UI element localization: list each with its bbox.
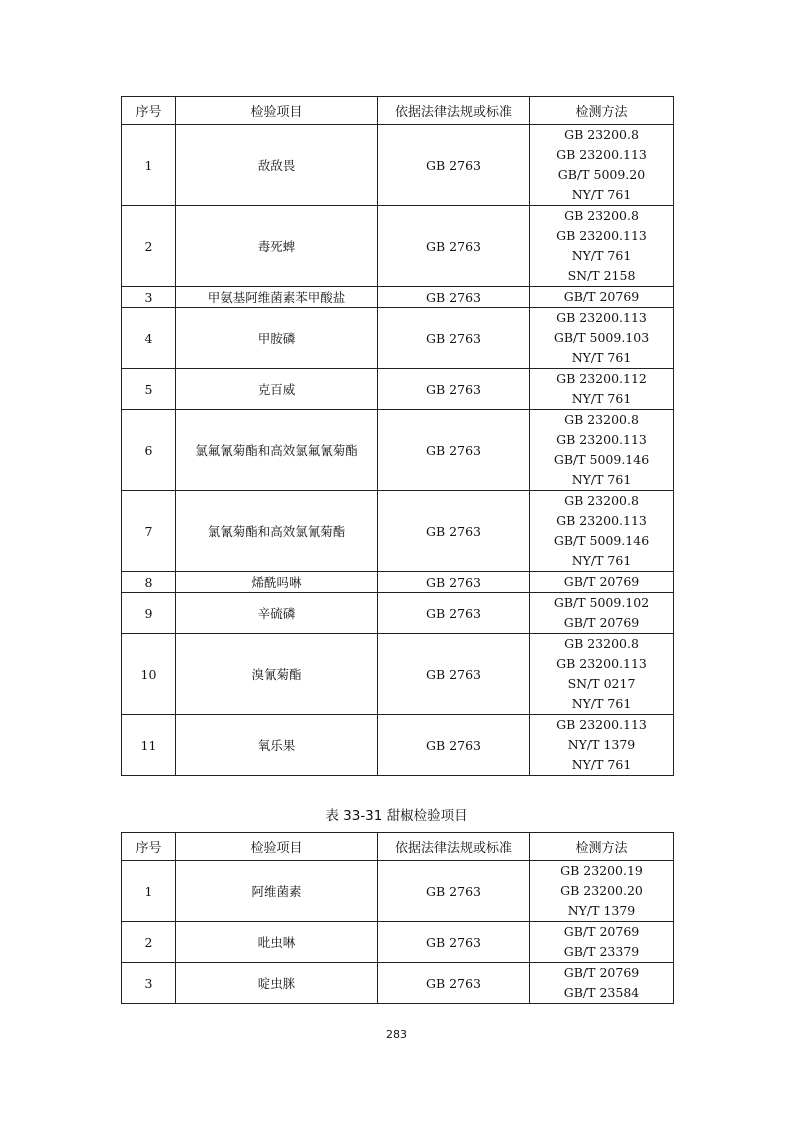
test-method: GB/T 5009.146 (553, 452, 650, 467)
legal-standard: GB 2763 (378, 491, 530, 572)
test-method: GB 23200.20 (560, 883, 643, 898)
header-method: 检测方法 (530, 833, 674, 861)
test-methods (530, 861, 674, 922)
test-method: GB/T 20769 (563, 965, 640, 980)
row-number: 3 (122, 287, 176, 308)
test-method: GB/T 5009.20 (557, 167, 646, 182)
test-methods (530, 287, 674, 308)
test-method: GB 23200.113 (556, 147, 647, 162)
legal-standard: GB 2763 (378, 634, 530, 715)
inspection-item: 吡虫啉 (176, 922, 378, 963)
inspection-item: 克百威 (176, 369, 378, 410)
legal-standard: GB 2763 (378, 206, 530, 287)
table-body (122, 861, 674, 1004)
table-row (122, 287, 674, 308)
inspection-item: 氧乐果 (176, 715, 378, 776)
test-method: GB/T 5009.146 (553, 533, 650, 548)
legal-standard: GB 2763 (378, 369, 530, 410)
test-method: GB 23200.8 (564, 412, 639, 427)
test-method: SN/T 0217 (567, 676, 636, 691)
test-methods (530, 572, 674, 593)
table-body (122, 125, 674, 776)
test-method: GB/T 23584 (563, 985, 640, 1000)
row-number: 11 (122, 715, 176, 776)
table-header-row (122, 97, 674, 125)
test-method: NY/T 761 (571, 391, 632, 406)
inspection-item: 辛硫磷 (176, 593, 378, 634)
test-method: GB 23200.113 (556, 513, 647, 528)
test-methods (530, 491, 674, 572)
test-method: GB/T 20769 (563, 289, 640, 304)
test-method: GB/T 5009.102 (553, 595, 650, 610)
test-methods (530, 593, 674, 634)
table-row (122, 125, 674, 206)
row-number: 10 (122, 634, 176, 715)
table-row (122, 634, 674, 715)
inspection-item: 甲氨基阿维菌素苯甲酸盐 (176, 287, 378, 308)
test-method: GB/T 20769 (563, 615, 640, 630)
table-caption: 表 33-31 甜椒检验项目 (325, 808, 468, 824)
row-number: 1 (122, 125, 176, 206)
test-methods (530, 715, 674, 776)
test-method: GB 23200.8 (564, 127, 639, 142)
table-row (122, 572, 674, 593)
inspection-table-continued (121, 96, 674, 776)
table-row (122, 922, 674, 963)
row-number: 8 (122, 572, 176, 593)
test-method: NY/T 761 (571, 472, 632, 487)
test-method: NY/T 761 (571, 187, 632, 202)
legal-standard: GB 2763 (378, 715, 530, 776)
test-method: NY/T 761 (571, 757, 632, 772)
inspection-item: 阿维菌素 (176, 861, 378, 922)
page-number: 283 (386, 1028, 407, 1041)
table-row (122, 715, 674, 776)
row-number: 5 (122, 369, 176, 410)
legal-standard: GB 2763 (378, 410, 530, 491)
legal-standard: GB 2763 (378, 963, 530, 1004)
table-row (122, 369, 674, 410)
test-method: NY/T 1379 (567, 903, 636, 918)
legal-standard: GB 2763 (378, 125, 530, 206)
test-methods (530, 206, 674, 287)
test-method: GB 23200.113 (556, 228, 647, 243)
row-number: 2 (122, 206, 176, 287)
test-methods (530, 963, 674, 1004)
test-methods (530, 125, 674, 206)
test-method: GB/T 20769 (563, 574, 640, 589)
test-method: GB 23200.8 (564, 493, 639, 508)
test-method: GB/T 20769 (563, 924, 640, 939)
legal-standard: GB 2763 (378, 308, 530, 369)
test-methods (530, 308, 674, 369)
header-standard: 依据法律法规或标准 (378, 833, 530, 861)
test-methods (530, 634, 674, 715)
row-number: 6 (122, 410, 176, 491)
table-row (122, 410, 674, 491)
row-number: 2 (122, 922, 176, 963)
legal-standard: GB 2763 (378, 922, 530, 963)
row-number: 1 (122, 861, 176, 922)
test-methods (530, 922, 674, 963)
test-methods (530, 410, 674, 491)
inspection-item: 烯酰吗啉 (176, 572, 378, 593)
test-method: GB 23200.19 (560, 863, 643, 878)
header-method: 检测方法 (530, 97, 674, 125)
test-method: GB 23200.113 (556, 310, 647, 325)
test-method: GB 23200.112 (556, 371, 647, 386)
table-row (122, 861, 674, 922)
test-methods (530, 369, 674, 410)
test-method: GB 23200.113 (556, 656, 647, 671)
test-method: NY/T 761 (571, 696, 632, 711)
table-row (122, 491, 674, 572)
test-method: GB 23200.8 (564, 208, 639, 223)
test-method: SN/T 2158 (567, 268, 636, 283)
row-number: 4 (122, 308, 176, 369)
legal-standard: GB 2763 (378, 593, 530, 634)
inspection-item: 甲胺磷 (176, 308, 378, 369)
inspection-item: 氯氰菊酯和高效氯氰菊酯 (176, 491, 378, 572)
table-header-row (122, 833, 674, 861)
test-method: GB/T 5009.103 (553, 330, 650, 345)
table-row (122, 593, 674, 634)
table-row (122, 206, 674, 287)
header-no: 序号 (122, 833, 176, 861)
test-method: NY/T 761 (571, 553, 632, 568)
table-row (122, 308, 674, 369)
test-method: NY/T 1379 (567, 737, 636, 752)
legal-standard: GB 2763 (378, 861, 530, 922)
legal-standard: GB 2763 (378, 287, 530, 308)
test-method: GB 23200.8 (564, 636, 639, 651)
sweet-pepper-inspection-table (121, 832, 674, 1004)
header-no: 序号 (122, 97, 176, 125)
table-row (122, 963, 674, 1004)
legal-standard: GB 2763 (378, 572, 530, 593)
test-method: NY/T 761 (571, 248, 632, 263)
row-number: 7 (122, 491, 176, 572)
header-item: 检验项目 (176, 833, 378, 861)
inspection-item: 氯氟氰菊酯和高效氯氟氰菊酯 (176, 410, 378, 491)
header-item: 检验项目 (176, 97, 378, 125)
header-standard: 依据法律法规或标准 (378, 97, 530, 125)
inspection-item: 溴氰菊酯 (176, 634, 378, 715)
test-method: GB 23200.113 (556, 432, 647, 447)
inspection-item: 啶虫脒 (176, 963, 378, 1004)
test-method: NY/T 761 (571, 350, 632, 365)
row-number: 3 (122, 963, 176, 1004)
test-method: GB 23200.113 (556, 717, 647, 732)
inspection-item: 敌敌畏 (176, 125, 378, 206)
test-method: GB/T 23379 (563, 944, 640, 959)
row-number: 9 (122, 593, 176, 634)
inspection-item: 毒死蜱 (176, 206, 378, 287)
